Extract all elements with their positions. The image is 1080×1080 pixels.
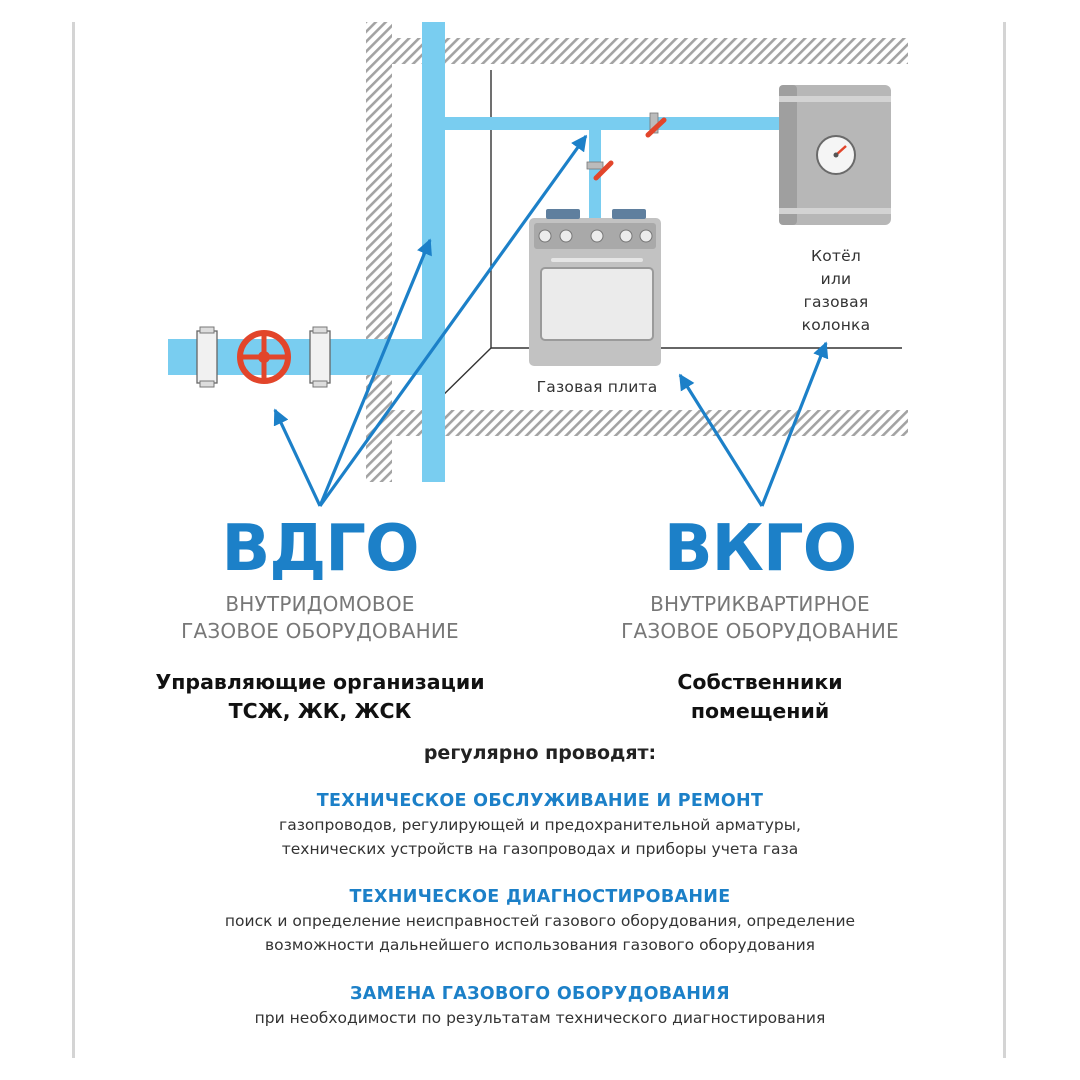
vdgo-full-name-line: ВНУТРИДОМОВОЕ (225, 592, 415, 616)
vkgo-full-name-line: ГАЗОВОЕ ОБОРУДОВАНИЕ (621, 619, 899, 643)
gas-stove (529, 209, 661, 366)
stove-label: Газовая плита (536, 378, 658, 396)
service-description: технических устройств на газопроводах и приборы учета газа (281, 840, 799, 858)
vkgo-responsible (555, 668, 965, 726)
service-item (90, 982, 990, 1030)
vdgo-responsible-line: ТСЖ, ЖК, ЖСК (228, 699, 412, 723)
valve-handwheel (240, 333, 288, 381)
service-description: возможности дальнейшего использования газового оборудования (265, 936, 815, 954)
service-description: газопроводов, регулирующей и предохранительной арматуры, (279, 816, 801, 834)
boiler-label (766, 245, 906, 337)
boiler-label-line: Котёл (811, 247, 861, 265)
service-item (90, 885, 990, 957)
boiler-label-line: газовая (803, 293, 869, 311)
boiler-label-line: колонка (801, 316, 871, 334)
service-title: ТЕХНИЧЕСКОЕ ДИАГНОСТИРОВАНИЕ (349, 887, 731, 907)
vdgo-abbreviation: ВДГО (221, 512, 419, 586)
service-title: ЗАМЕНА ГАЗОВОГО ОБОРУДОВАНИЯ (350, 984, 730, 1004)
service-item (90, 789, 990, 861)
service-description: при необходимости по результатам технического диагностирования (254, 1009, 826, 1027)
vkgo-responsible-line: Собственники (677, 670, 843, 694)
gas-boiler (779, 85, 891, 225)
service-title: ТЕХНИЧЕСКОЕ ОБСЛУЖИВАНИЕ И РЕМОНТ (316, 791, 764, 811)
vdgo-responsible-line: Управляющие организации (155, 670, 485, 694)
regularly-heading: регулярно проводят: (423, 742, 657, 764)
vdgo-full-name-line: ГАЗОВОЕ ОБОРУДОВАНИЕ (181, 619, 459, 643)
vkgo-full-name (555, 591, 965, 645)
vkgo-full-name-line: ВНУТРИКВАРТИРНОЕ (650, 592, 870, 616)
vkgo-responsible-line: помещений (690, 699, 830, 723)
boiler-label-line: или (820, 270, 852, 288)
vdgo-full-name (115, 591, 525, 645)
service-description: поиск и определение неисправностей газового оборудования, определение (224, 912, 856, 930)
main-valve (197, 327, 330, 387)
vdgo-responsible (115, 668, 525, 726)
vkgo-abbreviation: ВКГО (663, 512, 857, 586)
